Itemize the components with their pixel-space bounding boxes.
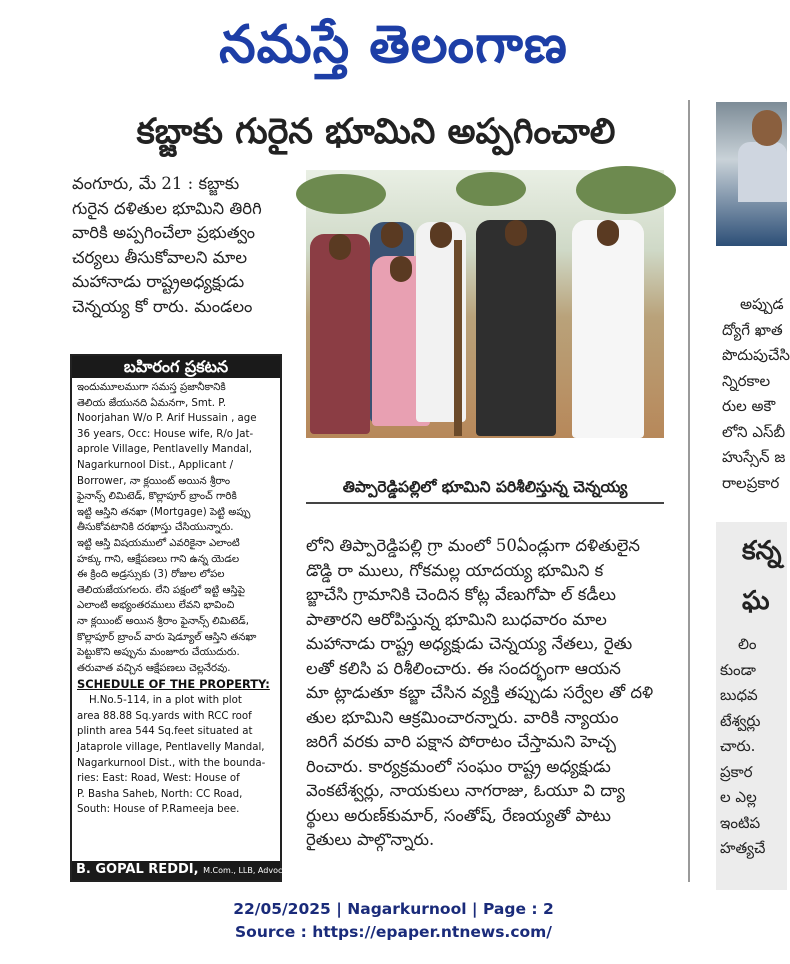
body-line: రించారు. కార్యక్రమంలో సంఘం రాష్ట్ర అధ్యక్షుడు <box>306 756 611 776</box>
adjacent-line: లోని ఎస్‌బీ <box>722 422 786 441</box>
ad-title: బహిరంగ ప్రకటన <box>72 356 280 378</box>
box-line: బుధవ <box>720 686 758 704</box>
adjacent-photo <box>716 102 787 246</box>
ad-line: తరువాత వచ్చిన ఆక్షేపణలు చెల్లనేరవు. <box>77 662 231 674</box>
body-line: ర్థులు అరుణ్‌కుమార్, సంతోష్, రేణయ్యతో పాటు <box>306 805 611 825</box>
ad-line: ఈ క్రింది అడ్రస్సుకు (3) రోజుల లోపల <box>77 569 225 581</box>
page-footer <box>0 898 787 944</box>
body-line: రైతులు పాల్గొన్నారు. <box>306 830 435 849</box>
ad-line: తెలియజేయగలరు. లేని పక్షంలో ఇట్టి ఆస్తిపై <box>77 584 245 596</box>
footer-date-line: 22/05/2025 | Nagarkurnool | Page : 2 <box>233 900 554 918</box>
person-figure <box>476 220 556 436</box>
article-intro <box>72 172 300 340</box>
intro-line: చర్యలు తీసుకోవాలని మాల <box>72 247 248 267</box>
body-line: పాతారని ఆరోపిస్తున్న భూమిని బుధవారం మాల <box>306 609 607 629</box>
person-figure <box>310 234 370 434</box>
article-body <box>306 534 680 894</box>
schedule-line: plinth area 544 Sq.feet situated at <box>77 726 253 738</box>
ad-line: ఎలాంటి అభ్యంతరములు లేవని భావించి <box>77 600 235 612</box>
intro-line: గురైన దళితుల భూమిని తిరిగి <box>72 198 262 218</box>
ad-line: ఫైనాన్స్ లిమిటెడ్, కొల్లాపూర్ బ్రాంచ్ గారికి <box>77 491 237 503</box>
intro-line: మహానాడు రాష్ట్రఅధ్యక్షుడు <box>72 272 245 291</box>
adjacent-line: రాలప్రకార <box>722 473 780 492</box>
footer-source-link[interactable]: Source : https://epaper.ntnews.com/ <box>235 923 552 941</box>
box-text <box>720 632 765 862</box>
intro-line: చెన్నయ్య కో రారు. మండలం <box>72 296 253 316</box>
person-face <box>752 110 782 146</box>
body-line: లోని తిప్పారెడ్డిపల్లి గ్రా మంలో 50ఏండ్లుగా దళితులైన <box>306 536 640 555</box>
ad-line: తీసుకోవటానికి దరఖాస్తు చేసియున్నారు. <box>77 522 234 534</box>
masthead <box>0 0 787 92</box>
fence-post <box>454 240 462 436</box>
adjacent-news-box <box>716 522 787 890</box>
adjacent-line: న్నిరకాల <box>722 371 771 390</box>
person-figure <box>572 220 644 438</box>
body-line: మహానాడు రాష్ట్ర అధ్యక్షుడు చెన్నయ్య నేతలు, రైతు <box>306 634 633 653</box>
box-line: చారు. <box>720 737 756 755</box>
schedule-line: Nagarkurnool Dist., with the bounda- <box>77 757 266 769</box>
ad-line: కొల్లాపూర్ బ్రాంచ్ వారు షెడ్యూల్ ఆస్తిని తనఖా <box>77 631 257 643</box>
ad-line: తెలియ జేయునది ఏమనగా, Smt. P. <box>77 397 227 409</box>
box-heading-line: కన్న <box>742 536 782 566</box>
schedule-title: SCHEDULE OF THE PROPERTY: <box>77 677 270 692</box>
body-line: తుల భూమిని ఆక్రమించారన్నారు. వారికి న్యాయం <box>306 707 619 727</box>
body-line: లతో కలిసి ప రిశీలించారు. ఈ సందర్భంగా ఆయన <box>306 658 621 678</box>
tree-shape <box>456 172 526 206</box>
adjacent-article-text <box>722 292 790 496</box>
box-line: ప్రకార <box>720 762 753 781</box>
box-line: టేశ్వర్లు <box>720 711 761 730</box>
ad-line: Noorjahan W/o P. Arif Hussain , age <box>77 413 257 425</box>
body-line: మా ట్లాడుతూ కబ్జా చేసిన వ్యక్తి తప్పుడు సర్వేల తో దళి <box>306 683 654 702</box>
ad-line: Nagarkurnool Dist., Applicant / <box>77 459 234 471</box>
adjacent-line: ద్యోగే ఖాత <box>722 320 783 339</box>
adjacent-line: పొదుపుచేసి <box>722 346 790 364</box>
ad-body <box>72 378 280 818</box>
ad-line: నా క్లయింట్ అయిన శ్రీరాం ఫైనాన్స్ లిమిటెడ్, <box>77 615 249 627</box>
ad-line: హక్కు గాని, ఆక్షేపణలు గాని ఉన్న యెడల <box>77 553 240 565</box>
body-line: డొడ్డి రా ములు, గోకమల్ల యాదయ్య భూమిని క <box>306 560 604 580</box>
box-line: కుండా <box>720 660 756 679</box>
signature-detail: M.Com., LLB, Advocate, <box>203 866 298 875</box>
schedule-line: Jataprole village, Pentlavelly Mandal, <box>77 742 265 754</box>
adjacent-line: హుస్సేన్ జ <box>722 448 786 466</box>
column-divider <box>688 100 690 882</box>
box-line: లిం <box>738 635 757 653</box>
body-line: వెంకటేశ్వర్లు, నాయకులు నాగరాజు, ఓయూ వి ద్యా <box>306 781 625 800</box>
ad-line: ఇట్టి ఆస్తిని తనఖా (Mortgage) పెట్టి అప్పు <box>77 506 251 518</box>
box-line: ఇంటిప <box>720 813 761 832</box>
photo-caption: తిప్పారెడ్డిపల్లిలో భూమిని పరిశీలిస్తున్న చెన్నయ్య <box>306 470 664 504</box>
signature-name: B. GOPAL REDDI, <box>76 862 199 877</box>
ad-line: ఇందుమూలముగా సమస్త ప్రజానీకానికి <box>77 382 226 393</box>
ad-line: ఇట్టి ఆస్తి విషయములో ఎవరికైనా ఎలాంటి <box>77 537 240 549</box>
schedule-line: South: House of P.Rameeja bee. <box>77 804 240 816</box>
schedule-line: area 88.88 Sq.yards with RCC roof <box>77 710 252 722</box>
ad-line: aprole Village, Pentlavelly Mandal, <box>77 444 252 456</box>
tree-shape <box>296 174 386 214</box>
box-line: హత్యచే <box>720 839 766 857</box>
person-shirt <box>738 142 787 202</box>
newspaper-logo: నమస్తే తెలంగాణ <box>219 15 568 75</box>
public-notice-ad <box>70 354 298 882</box>
ad-line: Borrower, నా క్లయింట్ అయిన శ్రీరాం <box>77 475 231 487</box>
intro-line: వారికి అప్పగించేలా ప్రభుత్వం <box>72 223 256 242</box>
adjacent-article-column <box>716 100 790 890</box>
article-photo <box>306 170 664 438</box>
tree-shape <box>576 166 676 214</box>
box-heading-line: ఘ <box>742 586 770 616</box>
schedule-line: ries: East: Road, West: House of <box>77 773 240 785</box>
ad-line: 36 years, Occ: House wife, R/o Jat- <box>77 428 254 440</box>
body-line: జరిగే వరకు వారి పక్షాన పోరాటం చేస్తామని హెచ్చ <box>306 732 616 751</box>
article-headline: కబ్జాకు గురైన భూమిని అప్పగించాలి <box>136 112 616 152</box>
adjacent-line: రుల అకౌ <box>722 397 776 415</box>
body-line: బ్జాచేసి గ్రామానికి చెందిన కోట్ల వేణుగోపా ల్ కడీలు <box>306 585 617 604</box>
ad-signature <box>72 861 298 880</box>
box-line: ల ఎల్ల <box>720 788 757 806</box>
schedule-line: H.No.5-114, in a plot with plot <box>89 695 242 707</box>
schedule-line: P. Basha Saheb, North: CC Road, <box>77 788 243 800</box>
intro-line: వంగూరు, మే 21 : కబ్జాకు <box>72 174 240 193</box>
ad-line: పెట్టుకొని అప్పును మంజూరు చేయుదురు. <box>77 647 240 659</box>
adjacent-line: అప్పుడ <box>740 295 784 313</box>
